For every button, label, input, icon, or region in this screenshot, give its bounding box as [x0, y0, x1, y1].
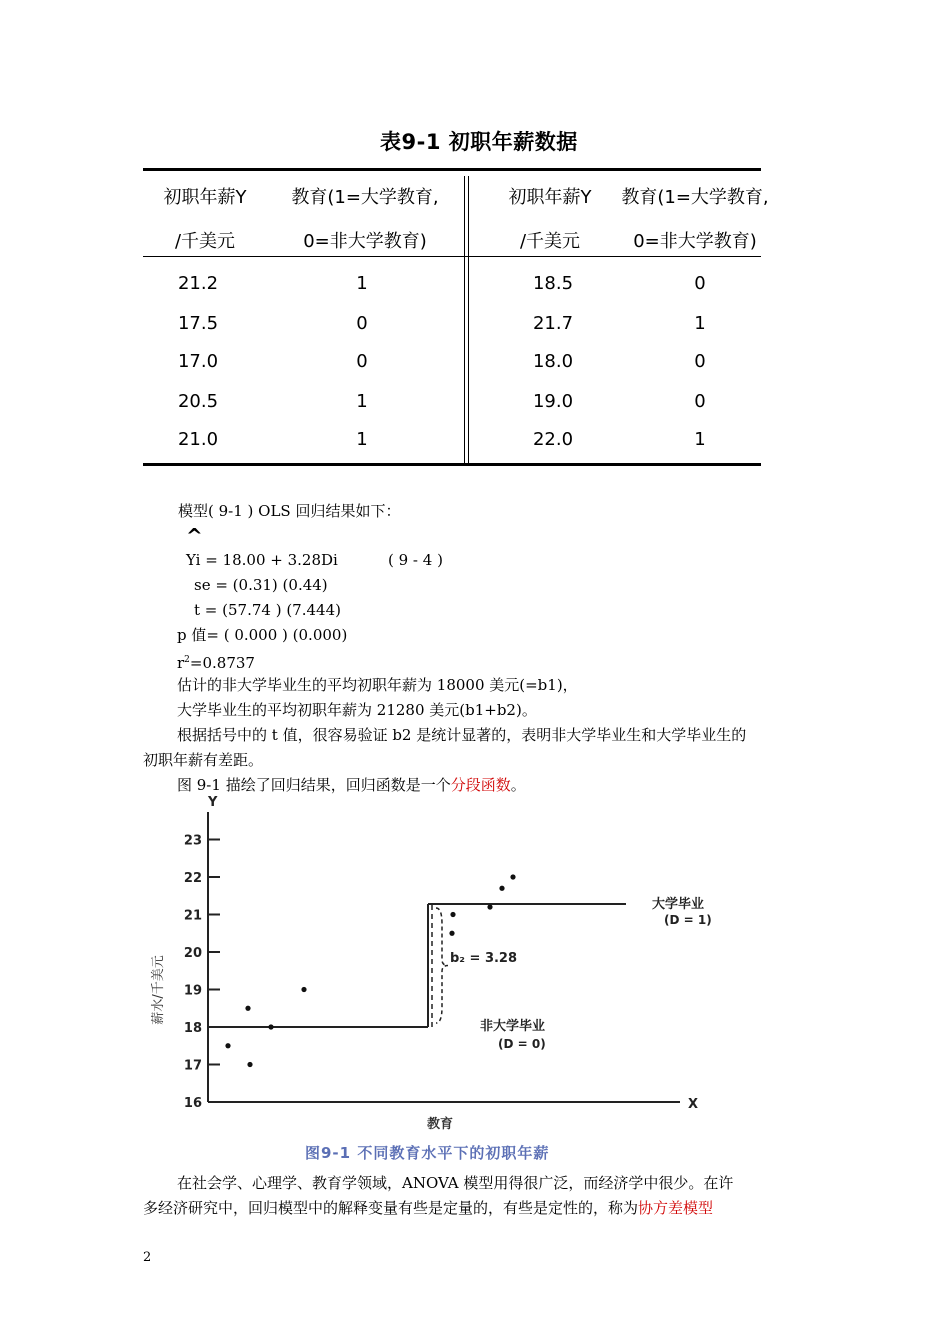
- table-cell: 0: [356, 313, 368, 334]
- table-cell: 0: [356, 351, 368, 372]
- y-tick-label: 22: [183, 871, 202, 886]
- paragraph: 图 9-1 描绘了回归结果，回归函数是一个分段函数。: [177, 776, 526, 794]
- y-tick-label: 20: [183, 946, 202, 961]
- regression-p: p 值= ( 0.000 ) (0.000): [177, 626, 348, 644]
- y-tick-label: 18: [183, 1021, 202, 1036]
- y-ticks: [184, 834, 220, 1112]
- equation-number: ( 9 - 4 ): [388, 551, 443, 569]
- table-cell: 22.0: [532, 429, 574, 450]
- regression-r2: $r^2=0.8737$: [177, 654, 255, 672]
- table-column-separator-2: [468, 176, 469, 464]
- figure-9-1: [140, 790, 720, 1140]
- y-tick-label: 17: [183, 1058, 202, 1074]
- hat-symbol: ^: [186, 524, 203, 548]
- x-axis-label: 教育: [426, 1117, 454, 1132]
- table-cell: 1: [694, 429, 706, 450]
- data-point-college: [510, 874, 515, 879]
- data-point-college: [487, 904, 492, 909]
- table-cell: 0: [694, 273, 706, 294]
- regression-equation: Yi = 18.00 + 3.28Di: [186, 551, 338, 569]
- table-bottom-rule: [143, 463, 761, 466]
- regression-t: t = (57.74 ) (7.444): [194, 601, 341, 619]
- paragraph: 大学毕业生的平均初职年薪为 21280 美元(b1+b2)。: [177, 701, 537, 719]
- label-college: 大学毕业: [652, 897, 705, 912]
- table-cell: 1: [356, 273, 368, 294]
- table-top-rule: [143, 168, 761, 171]
- header-salary-left: 初职年薪Y /千美元: [163, 187, 247, 252]
- data-point-non-college: [245, 1006, 250, 1011]
- table-column-separator: [464, 176, 465, 464]
- data-point-college: [499, 886, 504, 891]
- header-salary-right: 初职年薪Y /千美元: [508, 187, 592, 252]
- chart-marks: [208, 874, 626, 1067]
- header-education-right: 教育(1=大学教育, 0=非大学教育): [621, 187, 769, 252]
- paragraph: 初职年薪有差距。: [143, 751, 264, 769]
- header-education-left: 教育(1=大学教育, 0=非大学教育): [291, 187, 439, 252]
- y-axis-letter: Y: [208, 795, 218, 810]
- y-tick-label: 19: [183, 983, 202, 999]
- highlight-term: 协方差模型: [638, 1199, 714, 1217]
- data-point-non-college: [225, 1043, 230, 1048]
- table-cell: 1: [356, 391, 368, 412]
- label-college-d: (D = 1): [664, 913, 712, 927]
- data-point-college: [449, 931, 454, 936]
- regression-se: se = (0.31) (0.44): [194, 576, 328, 594]
- b2-brace: [436, 908, 448, 1023]
- label-noncollege: 非大学毕业: [480, 1019, 546, 1034]
- data-point-college: [450, 912, 455, 917]
- highlight-term: 分段函数: [450, 776, 511, 794]
- table-cell: 21.2: [177, 273, 219, 294]
- table-cell: 17.0: [177, 351, 219, 372]
- x-axis-letter: X: [688, 1097, 699, 1112]
- label-noncollege-d: (D = 0): [498, 1037, 546, 1051]
- page-number: 2: [143, 1250, 152, 1265]
- data-point-non-college: [247, 1062, 252, 1067]
- table-cell: 20.5: [177, 391, 219, 412]
- table-cell: 1: [694, 313, 706, 334]
- table-cell: 0: [694, 351, 706, 372]
- table-cell: 21.7: [532, 313, 574, 334]
- y-tick-label: 16: [183, 1096, 202, 1111]
- y-axis-label: 薪水/千美元: [151, 955, 166, 1025]
- y-tick-label: 23: [183, 833, 202, 849]
- table-cell: 18.0: [532, 351, 574, 372]
- paragraph: 多经济研究中，回归模型中的解释变量有些是定量的，有些是定性的，称为协方差模型: [143, 1199, 714, 1217]
- table-cell: 0: [694, 391, 706, 412]
- table-cell: 1: [356, 429, 368, 450]
- figure-caption: 图9-1 不同教育水平下的初职年薪: [305, 1144, 550, 1162]
- table-caption: 表9-1 初职年薪数据: [380, 130, 578, 154]
- table-cell: 17.5: [177, 313, 219, 334]
- paragraph: 估计的非大学毕业生的平均初职年薪为 18000 美元(=b1)，: [177, 676, 578, 694]
- table-cell: 18.5: [532, 273, 574, 294]
- data-point-non-college: [268, 1024, 273, 1029]
- table-cell: 21.0: [177, 429, 219, 450]
- y-tick-label: 21: [183, 908, 202, 924]
- b2-label: b₂ = 3.28: [450, 951, 518, 966]
- table-cell: 19.0: [532, 391, 574, 412]
- paragraph: 根据括号中的 t 值，很容易验证 b2 是统计显著的，表明非大学毕业生和大学毕业生的: [177, 726, 747, 744]
- paragraph: 在社会学、心理学、教育学领域，ANOVA 模型用得很广泛，而经济学中很少。在许: [177, 1174, 734, 1192]
- regression-intro: 模型( 9-1 ) OLS 回归结果如下：: [178, 502, 401, 520]
- data-point-non-college: [301, 987, 306, 992]
